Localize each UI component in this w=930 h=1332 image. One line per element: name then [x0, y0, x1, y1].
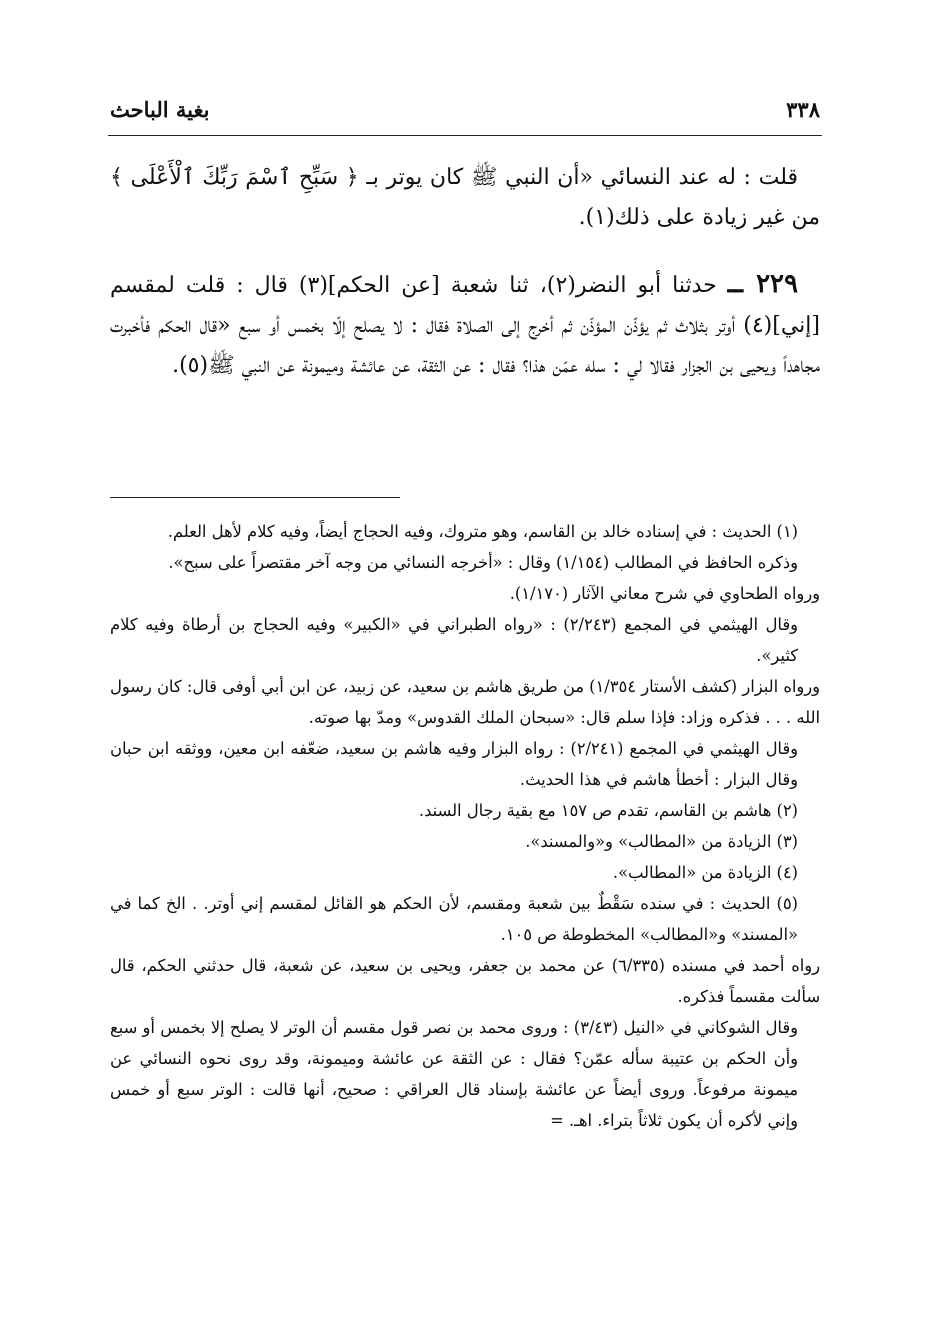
footnote-line: وقال الهيثمي في المجمع (٢/٢٤٣) : «رواه الطبراني في «الكبير» وفيه الحجاج بن أرطاة وفيه كلام كثير». [110, 615, 798, 665]
paragraph-1: قلت : له عند النسائي «أن النبي ﷺ كان يوتر بـ ﴿ سَبِّحِ ٱسْمَ رَبِّكَ ٱلْأَعْلَى ﴾ من غير زيادة على ذلك(١). [110, 165, 820, 230]
footnote-line: ورواه البزار (كشف الأستار ١/٣٥٤) من طريق هاشم بن سعيد، عن زبيد، عن ابن أبي أوفى قال: كان رسول الله . . . فذكره وزاد: فإذا سلم قال: «سبحان الملك القدوس» ومدّ بها صوته. [110, 677, 820, 727]
footnote-2: (٢) هاشم بن القاسم، تقدم ص ١٥٧ مع بقية رجال السند. [418, 801, 798, 820]
footnote-line: وقال الشوكاني في «النيل (٣/٤٣) : وروى محمد بن نصر قول مقسم أن الوتر لا يصلح إلا بخمس أو سبع وأن الحكم بن عتيبة سأله عمّن؟ فقال : عن الثقة عن عائشة وميمونة، وقد روى نحوه النسائي عن ميمونة مرفوعاً. وروى أيضاً عن عائشة بإسناد قال العراقي : صحيح، أنها قالت : الوتر سبع أو خمس وإني لأكره أن يكون ثلاثاً بتراء. اهـ. = [110, 1018, 798, 1130]
hadith-text: حدثنا أبو النضر(٢)، ثنا شعبة [عن الحكم](٣) قال : قلت لمقسم [إني](٤) أوتر بثلاث ثم يؤذّن المؤذّن ثم أخرج إلى الصلاة فقال : لا يصلح إلّا بخمس أو سبع «قال الحكم فأخبرت مجاهداً ويحيى بن الجزار فقالا لي : سله عمّن هذا؟ فقال : عن الثقة، عن عائشة وميمونة عن النبي ﷺ(٥). [110, 273, 820, 378]
main-text [110, 158, 820, 386]
footnotes [110, 516, 820, 1136]
header-rule [108, 135, 822, 136]
footnote-line: ورواه الطحاوي في شرح معاني الآثار (١/١٧٠). [509, 584, 820, 603]
footnote-1: (١) الحديث : في إسناده خالد بن القاسم، وهو متروك، وفيه الحجاج أيضاً، وفيه كلام لأهل العلم. [167, 522, 798, 541]
footnote-5: (٥) الحديث : في سنده سَقْطٌ بين شعبة ومقسم، لأن الحكم هو القائل لمقسم إني أوتر. . الخ كما في «المسند» و«المطالب» المخطوطة ص ١٠٥. [110, 894, 798, 944]
hadith-number: ٢٢٩ ــ [727, 269, 798, 299]
footnote-separator [110, 497, 400, 498]
book-title: بغية الباحث [110, 96, 210, 122]
page-header [110, 92, 820, 126]
footnote-line: وذكره الحافظ في المطالب (١/١٥٤) وقال : «أخرجه النسائي من وجه آخر مقتصراً على سبح». [168, 553, 798, 572]
footnote-line: وقال الهيثمي في المجمع (٢/٢٤١) : رواه البزار وفيه هاشم بن سعيد، ضعّفه ابن معين، ووثقه ابن حبان وقال البزار : أخطأ هاشم في هذا الحديث. [110, 739, 799, 789]
page-number: ٣٣٨ [786, 96, 820, 122]
footnote-line: رواه أحمد في مسنده (٦/٣٣٥) عن محمد بن جعفر، ويحيى بن سعيد، عن شعبة، قال حدثني الحكم، قال سألت مقسماً فذكره. [110, 956, 821, 1006]
footnote-4: (٤) الزيادة من «المطالب». [612, 863, 798, 882]
paragraph-2 [110, 264, 820, 386]
footnote-3: (٣) الزيادة من «المطالب» و«والمسند». [525, 832, 798, 851]
